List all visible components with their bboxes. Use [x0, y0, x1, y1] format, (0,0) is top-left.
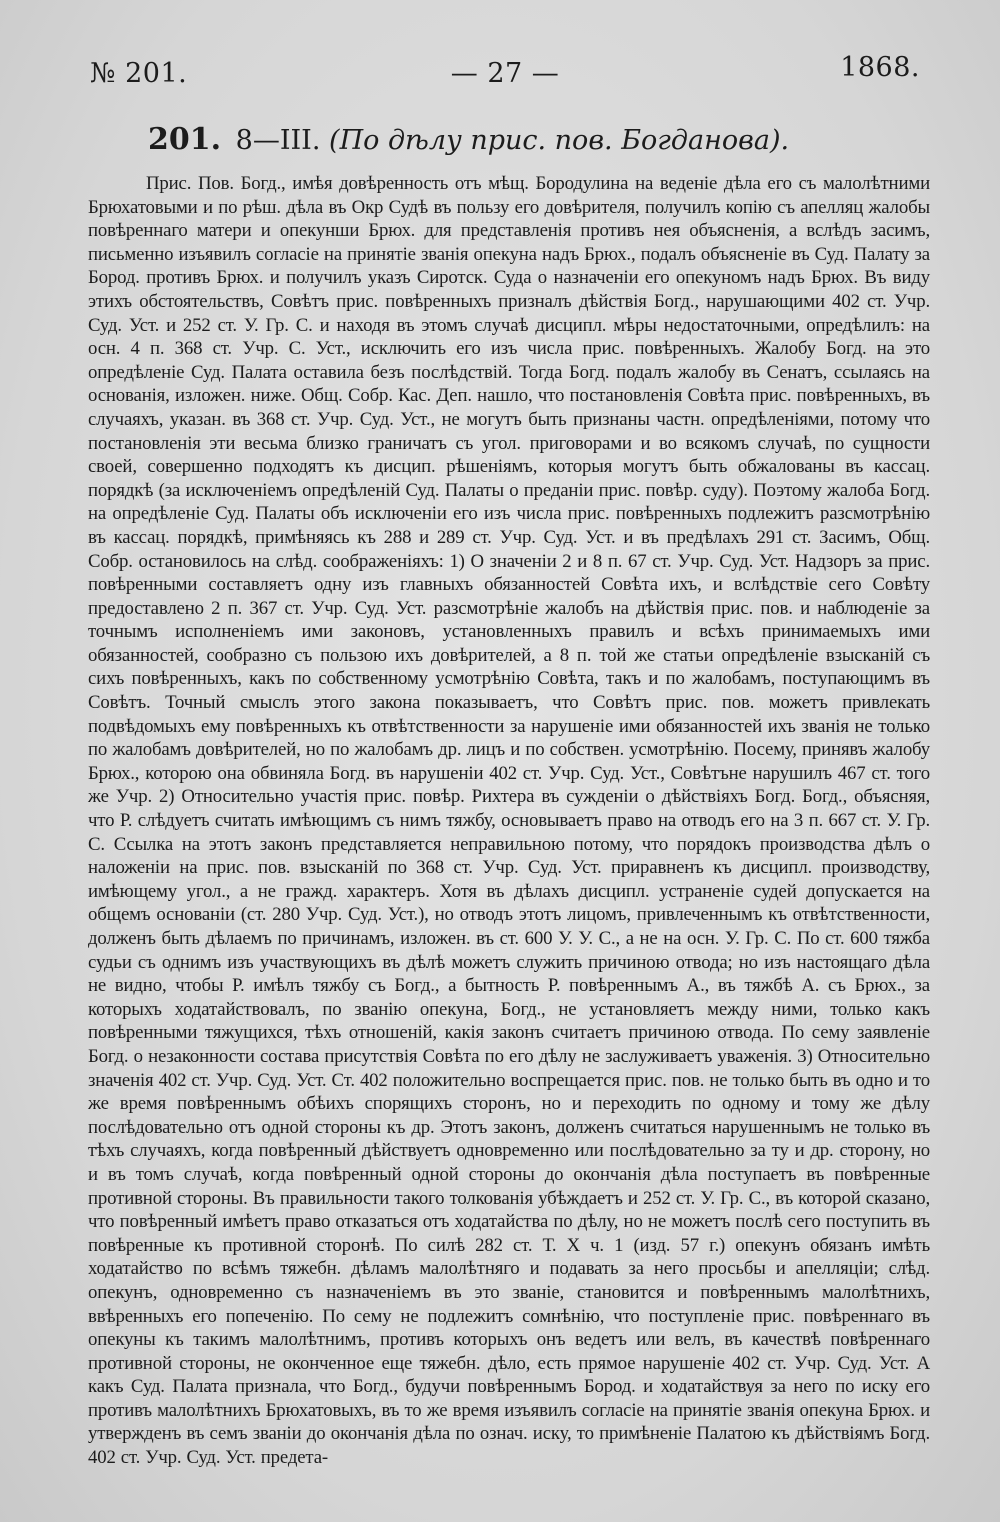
body-paragraph: Прис. Пов. Богд., имѣя довѣренность отъ мѣщ. Бородулина на веденіе дѣла его съ малолѣтними Брюхатовыми и по рѣш. дѣла въ Окр Судѣ въ пользу его довѣрителя, получилъ копію съ апелляц жалобы повѣреннаго матери и опекунши Брюх. для представленія противъ нея объясненія, а вслѣдъ засимъ, письменно изъявилъ согласіе на принятіе званія опекуна надъ Брюх., подалъ объясненіе въ Суд. Палату за Бород. противъ Брюх. и получилъ указъ Сиротск. Суда о назначеніи его опекуномъ надъ Брюх. Въ виду этихъ обстоятельствъ, Совѣтъ прис. повѣренныхъ призналъ дѣйствія Богд., нарушающими 402 ст. Учр. Суд. Уст. и 252 ст. У. Гр. С. и находя въ этомъ случаѣ дисципл. мѣры недостаточными, опредѣлилъ: на осн. 4 п. 368 ст. Учр. С. Уст., исключить его изъ числа прис. повѣренныхъ. Жалобу Богд. на это опредѣленіе Суд. Палата оставила безъ послѣдствій. Тогда Богд. подалъ жалобу въ Сенатъ, ссылаясь на основанія, изложен. ниже. Общ. Собр. Кас. Деп. нашло, что постановленія Совѣта прис. повѣренныхъ, въ случаяхъ, указан. въ 368 ст. Учр. Суд. Уст., не могутъ быть признаны частн. опредѣленіями, потому что постановленія эти весьма близко граничатъ съ угол. приговорами и во всякомъ случаѣ, по сущности своей, совершенно подходятъ къ дисцип. рѣшеніямъ, которыя могутъ быть обжалованы въ кассац. порядкѣ (за исключеніемъ опредѣленій Суд. Палаты о преданіи прис. повѣр. суду). Поэтому жалоба Богд. на опредѣленіе Суд. Палаты объ исключеніи его изъ числа прис. повѣренныхъ подлежитъ разсмотрѣнію въ кассац. порядкѣ, примѣняясь къ 288 и 289 ст. Учр. Суд. Уст. и въ предѣлахъ 291 ст. Засимъ, Общ. Собр. остановилось на слѣд. соображеніяхъ: 1) О значеніи 2 и 8 п. 67 ст. Учр. Суд. Уст. Надзоръ за прис. повѣренными составляетъ одну изъ главныхъ обязанностей Совѣта ихъ, и вслѣдствіе сего Совѣту предоставлено 2 п. 367 ст. Учр. Суд. Уст. разсмотрѣніе жалобъ на дѣйствія прис. пов. и наблюденіе за точнымъ исполненіемъ ими законовъ, установленныхъ правилъ и всѣхъ принимаемыхъ ими обязанностей, сообразно съ пользою ихъ довѣрителей, а 8 п. той же статьи опредѣленіе взысканій съ сихъ повѣренныхъ, какъ по собственному усмотрѣнію Совѣта, такъ и по жалобамъ, поступающимъ въ Совѣтъ. Точный смыслъ этого закона показываетъ, что Совѣтъ прис. пов. можетъ привлекать подвѣдомыхъ ему повѣренныхъ къ отвѣтственности за нарушеніе ими обязанностей ихъ званія не только по жалобамъ довѣрителей, но по жалобамъ др. лицъ и по собствен. усмотрѣнію. Посему, принявъ жалобу Брюх., которою она обвиняла Богд. въ нарушеніи 402 ст. Учр. Суд. Уст., Совѣтъне нарушилъ 467 ст. того же Учр. 2) Относительно участія прис. повѣр. Рихтера въ сужденіи о дѣйствіяхъ Богд. Богд., объясняя, что Р. слѣдуетъ считать имѣющимъ съ нимъ тяжбу, основываетъ право на отводъ его на 3 п. 667 ст. У. Гр. С. Ссылка на этотъ законъ представляется неправильною потому, что порядокъ производства дѣлъ о наложеніи на прис. пов. взысканій по 368 ст. Учр. Суд. Уст. приравненъ къ дисципл. производству, имѣющему угол., а не гражд. характеръ. Хотя въ дѣлахъ дисципл. устраненіе судей допускается на общемъ основаніи (ст. 280 Учр. Суд. Уст.), но отводъ этотъ лицомъ, привлеченнымъ къ отвѣтственности, долженъ быть дѣлаемъ по причинамъ, изложен. въ ст. 600 У. У. С., а не на осн. У. Гр. С. По ст. 600 тяжба судьи съ однимъ изъ участвующихъ въ дѣлѣ можетъ служить причиною отвода; но изъ настоящаго дѣла не видно, чтобы Р. имѣлъ тяжбу съ Богд., а бытность Р. повѣреннымъ А., въ тяжбѣ А. съ Брюх., за которыхъ ходатайствовалъ, по званію опекуна, Богд., не установляетъ между ними, только какъ повѣренными тяжущихся, тѣхъ отношеній, какія законъ считаетъ причиною отвода. По сему заявленіе Богд. о незаконности состава присутствія Совѣта по его дѣлу не заслуживаетъ уваженія. 3) Относительно значенія 402 ст. Учр. Суд. Уст. Ст. 402 положительно воспрещается прис. пов. не только быть въ одно и то же время повѣреннымъ обѣихъ спорящихъ сторонъ, но и переходить по одному и тому же дѣлу послѣдовательно отъ одной стороны къ др. Этотъ законъ, долженъ считаться нарушеннымъ не только въ тѣхъ случаяхъ, когда повѣренный дѣйствуетъ одновременно или послѣдовательно за ту и др. сторону, но и въ томъ случаѣ, когда повѣренный одной стороны до окончанія дѣла поступаетъ въ повѣренные противной стороны. Въ правильности такого толкованія убѣждаетъ и 252 ст. У. Гр. С., въ которой сказано, что повѣренный имѣетъ право отказаться отъ ходатайства по дѣлу, но не можетъ послѣ сего поступить въ повѣренные къ противной сторонѣ. По силѣ 282 ст. Т. X ч. 1 (изд. 57 г.) опекунъ обязанъ имѣть ходатайство по всѣмъ тяжебн. дѣламъ малолѣтняго и подавать за него просьбы и апелляціи; слѣд. опекунъ, одновременно съ назначеніемъ въ это званіе, становится и повѣреннымъ малолѣтнихъ, ввѣренныхъ его попеченію. По сему не подлежитъ сомнѣнію, что поступленіе прис. повѣреннаго въ опекуны къ такимъ малолѣтнимъ, противъ которыхъ онъ ведетъ или велъ, въ качествѣ повѣреннаго противной стороны, не оконченное еще тяжебн. дѣло, есть прямое нарушеніе 402 ст. Учр. Суд. Уст. А какъ Суд. Палата признала, что Богд., будучи повѣреннымъ Бород. и ходатайствуя за него по иску его противъ малолѣтнихъ Брюхатовыхъ, въ то же время изъявилъ согласіе на принятіе званія опекуна Брюх. и утвержденъ въ семъ званіи до окончанія дѣла по означ. иску, то примѣненіе Палатою къ дѣйствіямъ Богд. 402 ст. Учр. Суд. Уст. предета- [88, 173, 930, 1469]
entry-case-title: (По дѣлу прис. пов. Богданова). [329, 125, 790, 156]
entry-heading [148, 122, 940, 157]
running-head [90, 52, 920, 92]
entry-date: 8—III. [235, 125, 321, 156]
year: 1868. [840, 52, 920, 83]
body-text [88, 172, 930, 1470]
document-number: № 201. [90, 58, 188, 89]
page-number: — 27 — [450, 58, 560, 89]
entry-number: 201. [148, 122, 222, 157]
